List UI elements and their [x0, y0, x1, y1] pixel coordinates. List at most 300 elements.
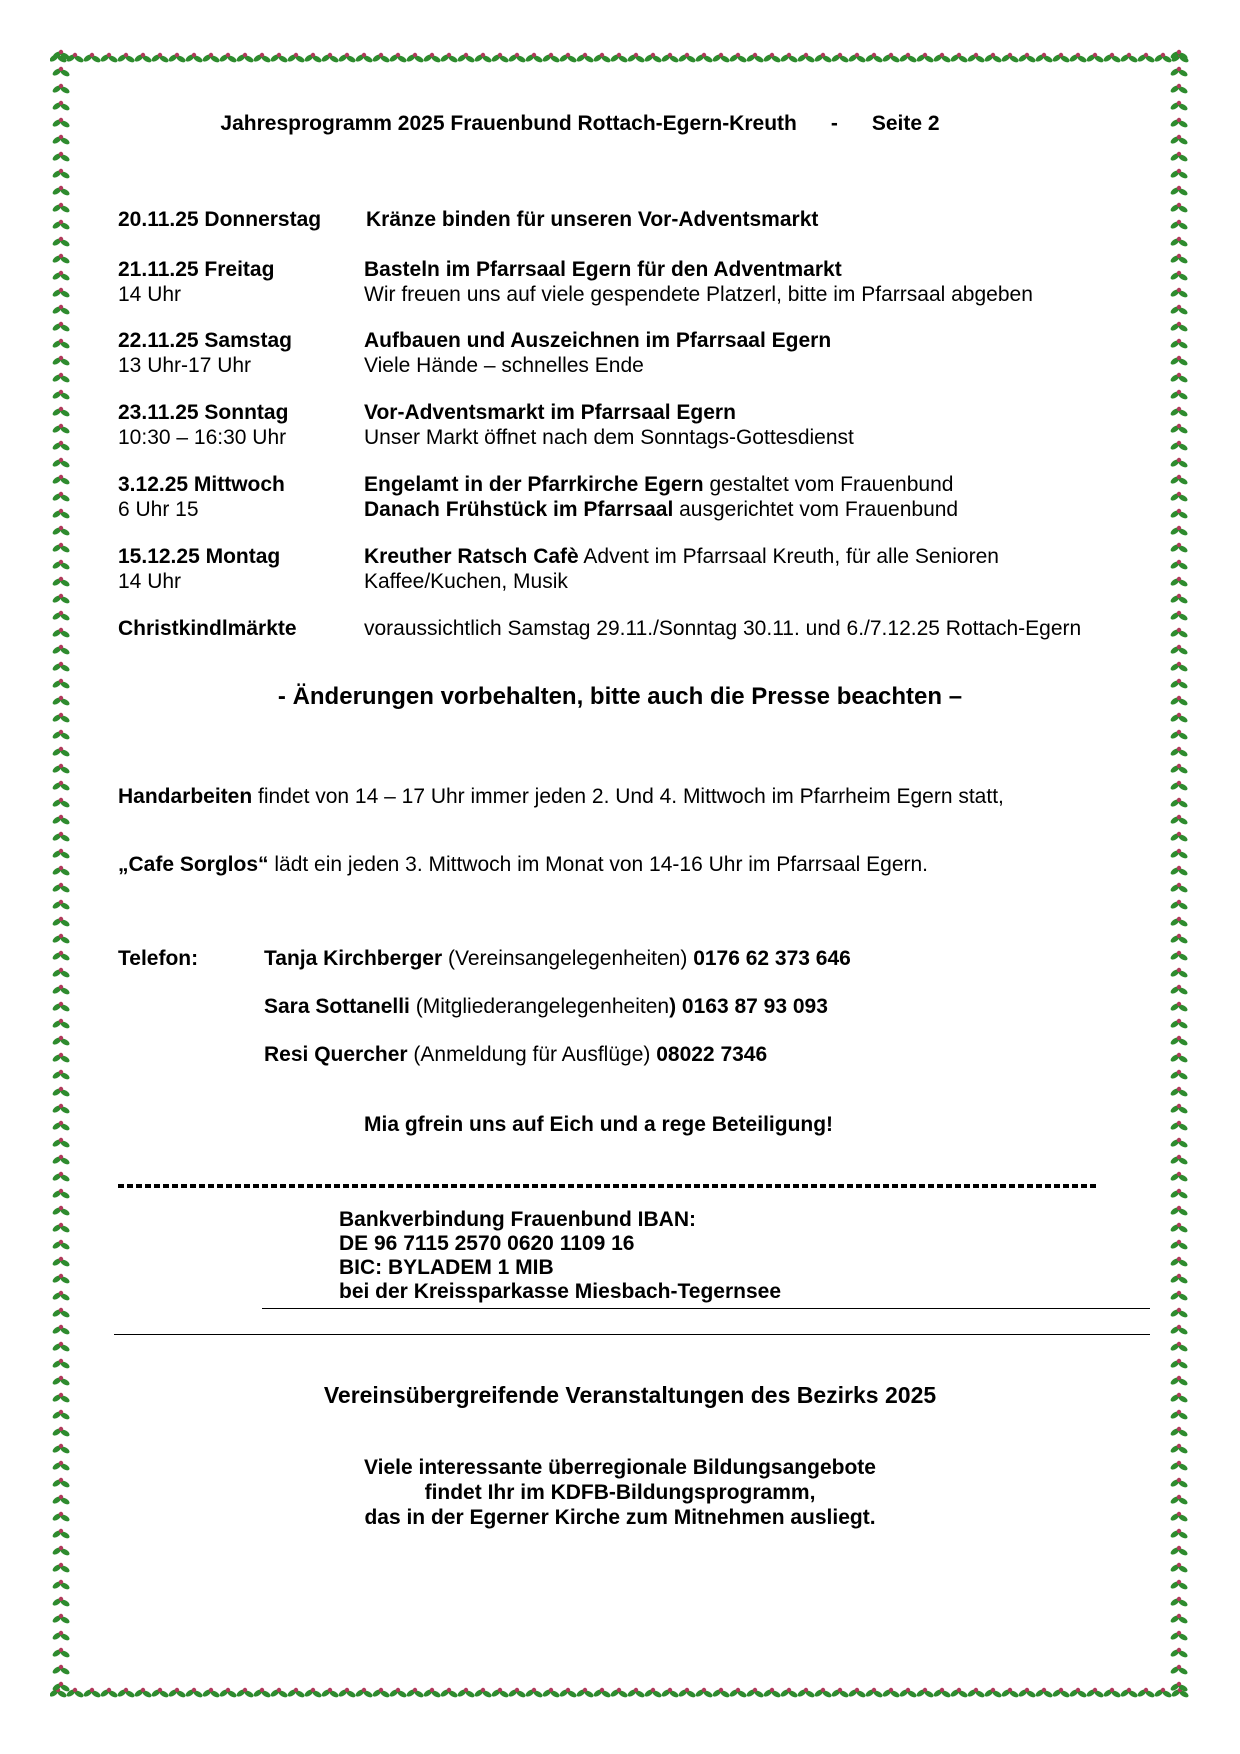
holly-sprig — [1000, 1688, 1019, 1699]
holly-sprig — [51, 832, 70, 843]
event-row — [0, 207, 1240, 233]
bank-name: bei der Kreissparkasse Miesbach-Tegernsee — [339, 1280, 781, 1303]
holly-sprig — [51, 1019, 70, 1030]
holly-sprig — [490, 53, 509, 64]
event-desc: Kaffee/Kuchen, Musik — [364, 570, 568, 593]
holly-sprig — [1169, 883, 1188, 894]
holly-sprig — [51, 1427, 70, 1438]
event-title-rest: gestaltet vom Frauenbund — [703, 473, 954, 496]
holly-sprig — [1169, 1053, 1188, 1064]
holly-sprig — [337, 53, 356, 64]
holly-sprig — [51, 1053, 70, 1064]
holly-border-top — [50, 48, 1190, 70]
holly-sprig — [1085, 1688, 1104, 1699]
holly-sprig — [660, 1688, 679, 1699]
holly-sprig — [51, 458, 70, 469]
holly-sprig — [51, 1648, 70, 1659]
holly-sprig — [456, 1688, 475, 1699]
holly-sprig — [82, 1688, 101, 1699]
holly-sprig — [745, 53, 764, 64]
event-time: 14 Uhr — [118, 570, 182, 593]
bank-line: Bankverbindung Frauenbund IBAN: — [339, 1208, 696, 1231]
holly-sprig — [456, 53, 475, 64]
holly-sprig — [184, 53, 203, 64]
holly-sprig — [371, 53, 390, 64]
holly-sprig — [51, 917, 70, 928]
holly-sprig — [711, 1688, 730, 1699]
holly-sprig — [1169, 645, 1188, 656]
holly-sprig — [1169, 1274, 1188, 1285]
event-time: 10:30 – 16:30 Uhr — [118, 426, 287, 449]
holly-sprig — [1169, 1002, 1188, 1013]
holly-sprig — [1169, 1206, 1188, 1217]
holly-sprig — [354, 1688, 373, 1699]
event-title: Engelamt in der Pfarrkirche Egern — [364, 473, 704, 496]
event-desc: Unser Markt öffnet nach dem Sonntags-Gottesdienst — [364, 426, 854, 449]
holly-sprig — [286, 53, 305, 64]
holly-sprig — [1169, 849, 1188, 860]
holly-sprig — [51, 1121, 70, 1132]
holly-sprig — [51, 1036, 70, 1047]
holly-sprig — [1169, 101, 1188, 112]
holly-sprig — [51, 1614, 70, 1625]
holly-sprig — [1169, 968, 1188, 979]
holly-sprig — [1169, 237, 1188, 248]
holly-sprig — [1068, 1688, 1087, 1699]
holly-sprig — [150, 1688, 169, 1699]
holly-sprig — [881, 1688, 900, 1699]
holly-sprig — [1169, 866, 1188, 877]
event-desc: Wir freuen uns auf viele gespendete Platzerl, bitte im Pfarrsaal abgeben — [364, 283, 1033, 306]
holly-sprig — [1102, 1688, 1121, 1699]
holly-sprig — [1169, 1444, 1188, 1455]
holly-sprig — [847, 53, 866, 64]
holly-sprig — [1169, 1121, 1188, 1132]
bezirk-info — [0, 1455, 1240, 1530]
holly-sprig — [728, 1688, 747, 1699]
holly-sprig — [51, 67, 70, 78]
contact-row — [264, 947, 851, 971]
event-desc: Viele Hände – schnelles Ende — [364, 354, 644, 377]
holly-sprig — [898, 53, 917, 64]
holly-sprig — [51, 1580, 70, 1591]
holly-sprig — [51, 1104, 70, 1115]
holly-sprig — [949, 53, 968, 64]
holly-sprig — [1169, 832, 1188, 843]
holly-sprig — [507, 1688, 526, 1699]
holly-sprig — [1169, 1410, 1188, 1421]
holly-sprig — [354, 53, 373, 64]
holly-sprig — [1051, 53, 1070, 64]
cafe-bold: „Cafe Sorglos“ — [118, 853, 269, 876]
holly-sprig — [405, 1688, 424, 1699]
holly-sprig — [51, 1308, 70, 1319]
holly-sprig — [51, 764, 70, 775]
holly-sprig — [1169, 1138, 1188, 1149]
holly-sprig — [51, 1257, 70, 1268]
event-row — [0, 400, 1240, 452]
holly-sprig — [932, 53, 951, 64]
holly-sprig — [983, 53, 1002, 64]
holly-sprig — [51, 781, 70, 792]
holly-sprig — [966, 53, 985, 64]
holly-sprig — [1085, 53, 1104, 64]
holly-sprig — [558, 53, 577, 64]
holly-sprig — [507, 53, 526, 64]
holly-sprig — [1169, 1614, 1188, 1625]
holly-sprig — [1169, 1597, 1188, 1608]
holly-sprig — [966, 1688, 985, 1699]
holly-sprig — [1169, 169, 1188, 180]
holly-sprig — [643, 53, 662, 64]
handarbeiten-bold: Handarbeiten — [118, 785, 253, 808]
holly-border-bottom — [50, 1683, 1190, 1705]
holly-sprig — [847, 1688, 866, 1699]
cafe-paragraph — [118, 853, 928, 877]
holly-sprig — [388, 1688, 407, 1699]
holly-sprig — [51, 866, 70, 877]
contact-row — [264, 1043, 767, 1067]
holly-sprig — [830, 53, 849, 64]
holly-sprig — [388, 53, 407, 64]
holly-sprig — [881, 53, 900, 64]
event-time: 14 Uhr — [118, 283, 182, 306]
contact-number: ) 0163 87 93 093 — [669, 995, 828, 1018]
header-page: Seite 2 — [871, 112, 940, 135]
holly-sprig — [51, 1291, 70, 1302]
holly-sprig — [439, 53, 458, 64]
bank-bic: BIC: BYLADEM 1 MIB — [339, 1256, 554, 1279]
holly-sprig — [422, 53, 441, 64]
holly-sprig — [1169, 1563, 1188, 1574]
holly-sprig — [405, 53, 424, 64]
holly-sprig — [1169, 713, 1188, 724]
holly-sprig — [51, 1325, 70, 1336]
holly-sprig — [51, 1665, 70, 1676]
contact-row — [264, 995, 828, 1019]
holly-sprig — [51, 900, 70, 911]
holly-sprig — [116, 1688, 135, 1699]
holly-sprig — [167, 1688, 186, 1699]
holly-sprig — [184, 1688, 203, 1699]
event-date: 3.12.25 Mittwoch — [118, 473, 285, 496]
holly-sprig — [51, 1529, 70, 1540]
holly-sprig — [745, 1688, 764, 1699]
event-line2-rest: ausgerichtet vom Frauenbund — [673, 498, 959, 521]
holly-sprig — [1169, 1104, 1188, 1115]
event-row — [0, 616, 1240, 642]
holly-sprig — [626, 1688, 645, 1699]
bezirk-info-line: findet Ihr im KDFB-Bildungsprogramm, — [424, 1481, 816, 1504]
holly-sprig — [558, 1688, 577, 1699]
holly-sprig — [575, 1688, 594, 1699]
holly-sprig — [1169, 747, 1188, 758]
holly-sprig — [51, 1138, 70, 1149]
holly-sprig — [51, 951, 70, 962]
bezirk-heading: Vereinsübergreifende Veranstaltungen des Bezirks 2025 — [323, 1382, 937, 1408]
holly-sprig — [1034, 1688, 1053, 1699]
holly-sprig — [51, 985, 70, 996]
event-time: 6 Uhr 15 — [118, 498, 199, 521]
holly-sprig — [51, 1597, 70, 1608]
holly-sprig — [915, 53, 934, 64]
holly-sprig — [51, 662, 70, 673]
holly-sprig — [983, 1688, 1002, 1699]
holly-sprig — [694, 53, 713, 64]
holly-sprig — [813, 53, 832, 64]
holly-sprig — [864, 53, 883, 64]
holly-sprig — [51, 1172, 70, 1183]
holly-sprig — [1169, 730, 1188, 741]
holly-sprig — [133, 53, 152, 64]
contact-number: 0176 62 373 646 — [693, 947, 851, 970]
holly-sprig — [1169, 84, 1188, 95]
event-title-rest: Advent im Pfarrsaal Kreuth, für alle Senioren — [578, 545, 999, 568]
holly-sprig — [51, 1359, 70, 1370]
contact-role: (Vereinsangelegenheiten) — [442, 947, 694, 970]
header-title: Jahresprogramm 2025 Frauenbund Rottach-Egern-Kreuth — [220, 112, 797, 135]
holly-sprig — [1169, 1257, 1188, 1268]
event-date: Christkindlmärkte — [118, 617, 297, 640]
holly-sprig — [133, 1688, 152, 1699]
divider-line — [262, 1308, 1150, 1309]
cafe-rest: lädt ein jeden 3. Mittwoch im Monat von 14-16 Uhr im Pfarrsaal Egern. — [268, 853, 929, 876]
holly-sprig — [1169, 1223, 1188, 1234]
event-title: Kränze binden für unseren Vor-Adventsmarkt — [366, 208, 819, 231]
holly-sprig — [1169, 1648, 1188, 1659]
holly-sprig — [1169, 1546, 1188, 1557]
event-title: Vor-Adventsmarkt im Pfarrsaal Egern — [364, 401, 736, 424]
header-separator: - — [830, 112, 838, 135]
holly-sprig — [1169, 917, 1188, 928]
contact-number: 08022 7346 — [656, 1043, 768, 1066]
holly-sprig — [609, 1688, 628, 1699]
bank-details — [339, 1208, 781, 1304]
holly-sprig — [660, 53, 679, 64]
event-row — [0, 257, 1240, 309]
holly-sprig — [51, 747, 70, 758]
closing-line: Mia gfrein uns auf Eich und a rege Beteiligung! — [364, 1113, 834, 1136]
event-row — [0, 544, 1240, 596]
holly-sprig — [320, 1688, 339, 1699]
holly-sprig — [1169, 1342, 1188, 1353]
holly-sprig — [51, 1563, 70, 1574]
holly-sprig — [541, 1688, 560, 1699]
holly-sprig — [51, 1002, 70, 1013]
holly-sprig — [51, 186, 70, 197]
holly-sprig — [51, 1444, 70, 1455]
holly-sprig — [1169, 1291, 1188, 1302]
holly-sprig — [711, 53, 730, 64]
holly-sprig — [337, 1688, 356, 1699]
holly-sprig — [1169, 1631, 1188, 1642]
holly-sprig — [1169, 50, 1188, 61]
holly-sprig — [51, 1206, 70, 1217]
holly-sprig — [51, 135, 70, 146]
holly-sprig — [218, 53, 237, 64]
bezirk-info-line: das in der Egerner Kirche zum Mitnehmen ausliegt. — [364, 1506, 876, 1529]
event-date: 21.11.25 Freitag — [118, 258, 275, 281]
event-row — [0, 472, 1240, 524]
holly-sprig — [51, 1682, 70, 1693]
holly-sprig — [303, 53, 322, 64]
holly-sprig — [1169, 1019, 1188, 1030]
handarbeiten-rest: findet von 14 – 17 Uhr immer jeden 2. Und 4. Mittwoch im Pfarrheim Egern statt, — [252, 785, 1004, 808]
holly-sprig — [51, 645, 70, 656]
holly-sprig — [1169, 798, 1188, 809]
event-time: 13 Uhr-17 Uhr — [118, 354, 252, 377]
holly-sprig — [779, 1688, 798, 1699]
bezirk-info-line: Viele interessante überregionale Bildungsangebote — [364, 1456, 876, 1479]
holly-sprig — [1000, 53, 1019, 64]
holly-sprig — [1169, 1189, 1188, 1200]
holly-sprig — [1169, 1325, 1188, 1336]
holly-sprig — [1169, 186, 1188, 197]
holly-sprig — [779, 53, 798, 64]
holly-sprig — [1169, 67, 1188, 78]
holly-sprig — [796, 1688, 815, 1699]
bank-iban: DE 96 7115 2570 0620 1109 16 — [339, 1232, 635, 1255]
holly-sprig — [1017, 53, 1036, 64]
holly-sprig — [201, 1688, 220, 1699]
holly-sprig — [949, 1688, 968, 1699]
holly-sprig — [235, 1688, 254, 1699]
holly-sprig — [82, 53, 101, 64]
holly-sprig — [51, 1410, 70, 1421]
holly-sprig — [592, 53, 611, 64]
holly-sprig — [439, 1688, 458, 1699]
holly-sprig — [116, 53, 135, 64]
holly-sprig — [51, 1223, 70, 1234]
holly-sprig — [1169, 1682, 1188, 1693]
holly-sprig — [1169, 1240, 1188, 1251]
holly-sprig — [51, 152, 70, 163]
holly-sprig — [320, 53, 339, 64]
contact-name: Tanja Kirchberger — [264, 947, 443, 970]
holly-sprig — [1169, 1155, 1188, 1166]
holly-sprig — [51, 1070, 70, 1081]
holly-sprig — [51, 1342, 70, 1353]
holly-sprig — [932, 1688, 951, 1699]
holly-sprig — [1169, 1529, 1188, 1540]
holly-sprig — [1119, 53, 1138, 64]
holly-sprig — [1169, 1036, 1188, 1047]
holly-sprig — [1034, 53, 1053, 64]
holly-sprig — [51, 730, 70, 741]
holly-sprig — [1169, 1087, 1188, 1098]
holly-sprig — [1169, 662, 1188, 673]
holly-sprig — [864, 1688, 883, 1699]
holly-sprig — [643, 1688, 662, 1699]
holly-sprig — [1169, 1580, 1188, 1591]
holly-sprig — [51, 1240, 70, 1251]
holly-sprig — [1119, 1688, 1138, 1699]
holly-sprig — [592, 1688, 611, 1699]
event-date: 23.11.25 Sonntag — [118, 401, 289, 424]
holly-sprig — [796, 53, 815, 64]
holly-sprig — [51, 1274, 70, 1285]
holly-sprig — [1169, 458, 1188, 469]
holly-sprig — [1169, 152, 1188, 163]
holly-sprig — [1102, 53, 1121, 64]
holly-sprig — [252, 53, 271, 64]
holly-sprig — [609, 53, 628, 64]
holly-sprig — [1169, 135, 1188, 146]
holly-sprig — [541, 53, 560, 64]
holly-sprig — [51, 526, 70, 537]
contact-name: Resi Quercher — [264, 1043, 408, 1066]
holly-sprig — [694, 1688, 713, 1699]
holly-sprig — [1169, 1308, 1188, 1319]
holly-sprig — [252, 1688, 271, 1699]
holly-sprig — [490, 1688, 509, 1699]
holly-sprig — [150, 53, 169, 64]
holly-sprig — [473, 1688, 492, 1699]
holly-sprig — [1169, 934, 1188, 945]
holly-sprig — [1169, 1359, 1188, 1370]
event-title: Aufbauen und Auszeichnen im Pfarrsaal Egern — [364, 329, 832, 352]
holly-sprig — [626, 53, 645, 64]
holly-sprig — [303, 1688, 322, 1699]
holly-sprig — [524, 1688, 543, 1699]
holly-sprig — [1169, 1427, 1188, 1438]
holly-sprig — [1051, 1688, 1070, 1699]
holly-sprig — [51, 1546, 70, 1557]
holly-sprig — [898, 1688, 917, 1699]
holly-sprig — [218, 1688, 237, 1699]
event-title: Kreuther Ratsch Cafè — [364, 545, 579, 568]
holly-sprig — [915, 1688, 934, 1699]
handarbeiten-paragraph — [118, 785, 1004, 809]
holly-sprig — [524, 53, 543, 64]
holly-sprig — [1169, 951, 1188, 962]
holly-sprig — [51, 849, 70, 860]
holly-sprig — [51, 101, 70, 112]
telefon-label: Telefon: — [118, 947, 199, 970]
holly-sprig — [1169, 764, 1188, 775]
holly-sprig — [51, 50, 70, 61]
holly-sprig — [51, 1189, 70, 1200]
holly-sprig — [473, 53, 492, 64]
holly-sprig — [235, 53, 254, 64]
holly-sprig — [1169, 900, 1188, 911]
holly-sprig — [728, 53, 747, 64]
changes-notice: - Änderungen vorbehalten, bitte auch die Presse beachten – — [277, 683, 963, 710]
holly-sprig — [51, 1155, 70, 1166]
holly-sprig — [762, 1688, 781, 1699]
holly-sprig — [677, 1688, 696, 1699]
holly-sprig — [51, 968, 70, 979]
holly-sprig — [269, 1688, 288, 1699]
holly-sprig — [830, 1688, 849, 1699]
holly-sprig — [422, 1688, 441, 1699]
contact-role: (Mitgliederangelegenheiten — [409, 995, 670, 1018]
holly-sprig — [1169, 1070, 1188, 1081]
holly-sprig — [1136, 53, 1155, 64]
holly-sprig — [51, 883, 70, 894]
divider-line — [114, 1334, 1150, 1335]
dashed-divider — [118, 1184, 1098, 1188]
holly-sprig — [51, 934, 70, 945]
holly-sprig — [269, 53, 288, 64]
holly-sprig — [371, 1688, 390, 1699]
event-line2-bold: Danach Frühstück im Pfarrsaal — [364, 498, 674, 521]
event-date: 22.11.25 Samstag — [118, 329, 292, 352]
holly-sprig — [51, 798, 70, 809]
holly-sprig — [813, 1688, 832, 1699]
holly-sprig — [51, 84, 70, 95]
holly-sprig — [1068, 53, 1087, 64]
